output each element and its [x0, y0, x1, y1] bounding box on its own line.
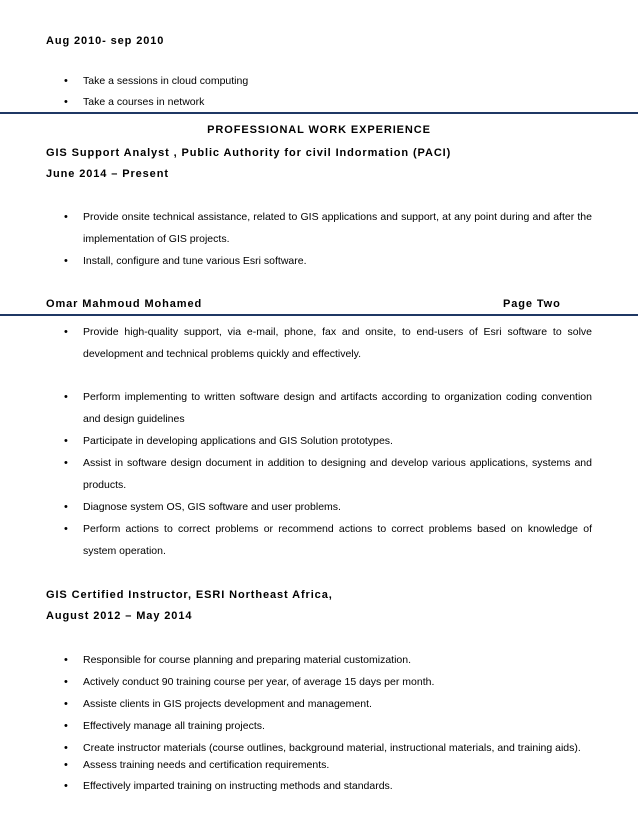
list-item: • Perform actions to correct problems or recommend actions to correct problems based on knowledge of system operation.: [0, 518, 638, 562]
page-number-label: Page Two: [503, 298, 561, 310]
education-list: [0, 71, 638, 113]
list-item: • Responsible for course planning and preparing material customization.: [0, 649, 638, 671]
job1-duties: [0, 206, 638, 272]
job1-period: June 2014 – Present: [46, 168, 169, 180]
page-header-name: Omar Mahmoud Mohamed: [46, 298, 203, 310]
education-period: Aug 2010- sep 2010: [46, 35, 165, 47]
list-item: • Take a courses in network: [0, 92, 638, 113]
list-item: • Create instructor materials (course outlines, background material, instructional materials, and training aids).: [0, 737, 638, 759]
list-item: • Participate in developing applications and GIS Solution prototypes.: [0, 430, 638, 452]
list-item: • Perform implementing to written software design and artifacts according to organization coding convention and design guidelines: [0, 386, 638, 430]
page-header-divider: [0, 314, 638, 316]
job2-duties-tail: [0, 755, 638, 797]
job2-period: August 2012 – May 2014: [46, 610, 193, 622]
list-item: • Effectively manage all training projects.: [0, 715, 638, 737]
job2-duties: [0, 649, 638, 759]
list-item: • Provide high-quality support, via e-mail, phone, fax and onsite, to end-users of Esri software to solve development and technical problems quickly and effectively.: [0, 321, 638, 365]
job1-duties-cont-b: [0, 386, 638, 562]
job1-duties-cont-a: [0, 321, 638, 365]
job1-title: GIS Support Analyst , Public Authority for civil Indormation (PACI): [46, 147, 452, 159]
list-item: • Diagnose system OS, GIS software and user problems.: [0, 496, 638, 518]
list-item: • Assess training needs and certification requirements.: [0, 755, 638, 776]
list-item: • Assiste clients in GIS projects development and management.: [0, 693, 638, 715]
list-item: • Assist in software design document in addition to designing and develop various applications, systems and products.: [0, 452, 638, 496]
list-item: • Effectively imparted training on instructing methods and standards.: [0, 776, 638, 797]
list-item: • Install, configure and tune various Esri software.: [0, 250, 638, 272]
list-item: • Actively conduct 90 training course per year, of average 15 days per month.: [0, 671, 638, 693]
list-item: • Take a sessions in cloud computing: [0, 71, 638, 92]
section-title: PROFESSIONAL WORK EXPERIENCE: [207, 124, 431, 136]
list-item: • Provide onsite technical assistance, related to GIS applications and support, at any point during and after the implementation of GIS projects.: [0, 206, 638, 250]
job2-title: GIS Certified Instructor, ESRI Northeast Africa,: [46, 589, 333, 601]
section-divider: [0, 112, 638, 114]
